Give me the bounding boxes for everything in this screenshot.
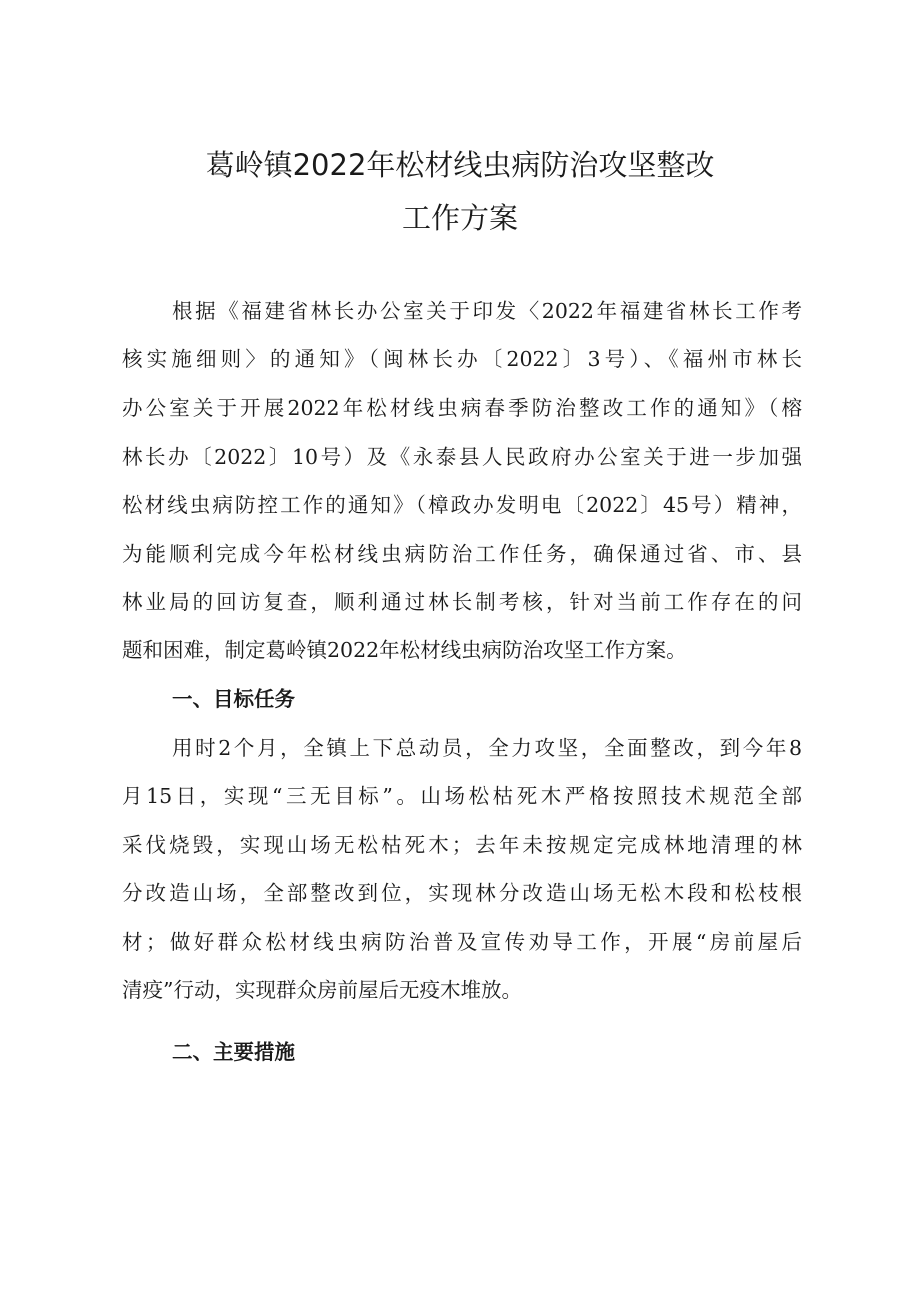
- document-title-line-1: 葛岭镇2022年松材线虫病防治攻坚整改: [205, 148, 715, 182]
- intro-paragraph-line: 林长办〔2022〕10号）及《永泰县人民政府办公室关于进一步加强: [122, 445, 802, 469]
- intro-paragraph-line: 办公室关于开展2022年松材线虫病春季防治整改工作的通知》（榕: [122, 396, 802, 420]
- goals-paragraph-line: 月15日，实现“三无目标”。山场松枯死木严格按照技术规范全部: [122, 784, 802, 808]
- intro-paragraph-line: 根据《福建省林长办公室关于印发〈2022年福建省林长工作考: [172, 299, 802, 323]
- goals-paragraph-line: 材；做好群众松材线虫病防治普及宣传劝导工作，开展“房前屋后: [122, 930, 802, 954]
- document-title-line-2: 工作方案: [401, 201, 518, 235]
- section-heading-goals: 一、目标任务: [172, 687, 295, 711]
- goals-paragraph-line: 清疫”行动，实现群众房前屋后无疫木堆放。: [122, 978, 522, 1002]
- goals-paragraph-line: 分改造山场，全部整改到位，实现林分改造山场无松木段和松枝根: [122, 881, 802, 905]
- intro-paragraph-line: 林业局的回访复查，顺利通过林长制考核，针对当前工作存在的问: [122, 590, 802, 614]
- goals-paragraph-line: 用时2个月，全镇上下总动员，全力攻坚，全面整改，到今年8: [172, 736, 802, 760]
- intro-paragraph-line: 为能顺利完成今年松材线虫病防治工作任务，确保通过省、市、县: [122, 542, 802, 566]
- goals-paragraph-line: 采伐烧毁，实现山场无松枯死木；去年未按规定完成林地清理的林: [122, 833, 802, 857]
- section-heading-measures: 二、主要措施: [172, 1040, 295, 1064]
- intro-paragraph-line: 核实施细则〉的通知》（闽林长办〔2022〕3号）、《福州市林长: [122, 347, 802, 371]
- intro-paragraph-line: 松材线虫病防控工作的通知》（樟政办发明电〔2022〕45号）精神，: [122, 493, 802, 517]
- intro-paragraph-line: 题和困难，制定葛岭镇2022年松材线虫病防治攻坚工作方案。: [122, 638, 687, 662]
